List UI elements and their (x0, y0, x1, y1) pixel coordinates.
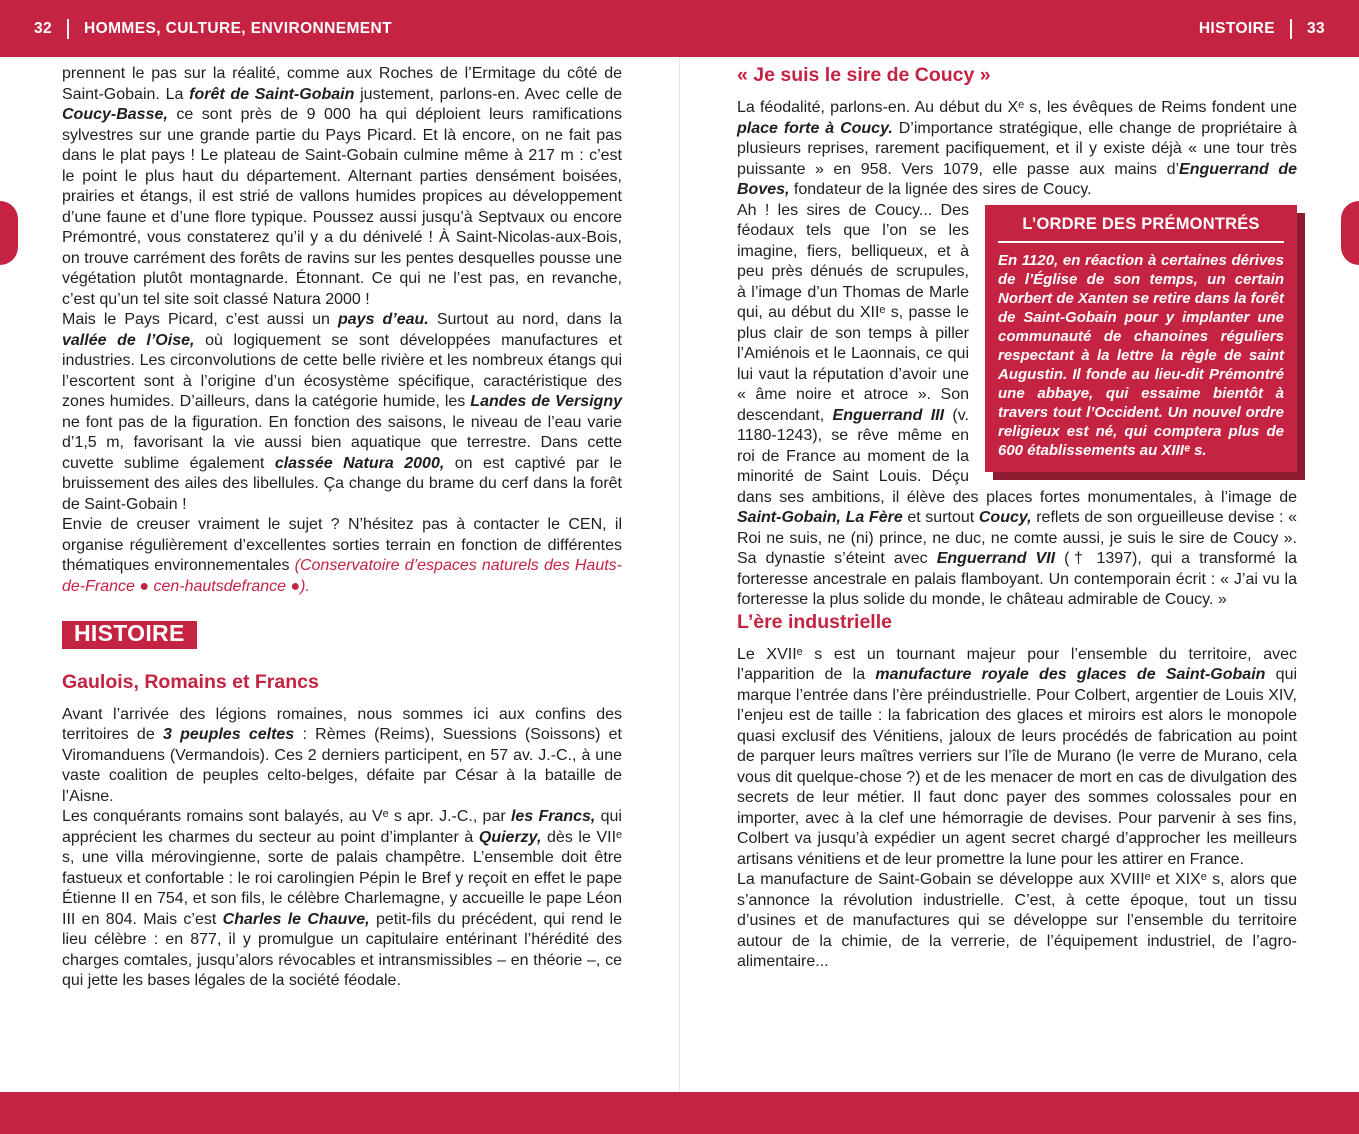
paragraph: Mais le Pays Picard, c’est aussi un pays d’eau. Surtout au nord, dans la vallée de l’Oise, où logiquement se sont développées manufactures et industries. Les circonvolutions de cette belle rivière et les nombreux étangs qui l’escortent sont à l’origine d’un écosystème spécifique, caractéristique des zones humides. D’ailleurs, dans la catégorie humide, les Landes de Versigny ne font pas de la figuration. En fonction des saisons, le niveau de l’eau varie d’1,5 m, favorisant la vie aussi bien aquatique que terrestre. Dans cette cuvette sublime également classée Natura 2000, on est captivé par le bruissement des ailes des libellules. Ça change du brame du cerf dans la forêt de Saint-Gobain ! (62, 311, 623, 513)
paragraph: Ah ! les sires de Coucy... Des féodaux tels que l’on se les imagine, fiers, belliqueux, et à peu près dénués de scrupules, à l’image d’un Thomas de Marle qui, au début du XIIᵉ s, passe le plus clair de son temps à piller l’Amiénois et le Laonnais, ce qui lui vaut la réputation d’avoir une « âme noire et atroce ». Son descendant, Enguerrand III (v. 1180-1243), se rêve même en roi de France au moment de la minorité de Saint Louis. Déçu dans ses ambitions, il élève des places fortes monumentales, à l’image de Saint-Gobain, La Fère et surtout Coucy, reflets de son orgueilleuse devise : « Roi ne suis, ne (ni) prince, ne duc, ne comte aussi, je suis le sire de Coucy ». Sa dynastie s’éteint avec Enguerrand VII († 1397), qui a transformé la forteresse ancestrale en palais flamboyant. Un contemporain écrit : « J’ai vu la forteresse la plus solide du monde, le château admirable de Coucy. » (737, 201, 1298, 608)
right-running-title: HISTOIRE (1198, 19, 1275, 37)
running-head-right (1199, 19, 1325, 39)
contact-text: Envie de creuser vraiment le sujet ? N’hésitez pas à contacter le CEN, il organise régulièrement d’excellentes sorties terrain en fonction de différentes thématiques environnementales (62, 516, 622, 574)
center-gutter-line (679, 57, 680, 1092)
infobox-body: En 1120, en réaction à certaines dérives de l’Église de son temps, un certain Norbert de Xanten se retire dans la forêt de Saint-Gobain pour y implanter une communauté de chanoines réguliers respectant à la lettre la règle de saint Augustin. Il fonde au lieu-dit Prémontré une abbaye, qui essaime bientôt à travers tout l’Occident. Un nouvel ordre religieux est né, qui comptera plus de 600 établissements au XIIIᵉ s. (998, 252, 1284, 459)
paragraph: La manufacture de Saint-Gobain se développe aux XVIIIᵉ et XIXᵉ s, alors que s’annonce la révolution industrielle. C’est, à cette époque, tout un tissu d’usines et de manufactures qui se développe sur l’ensemble du territoire autour de la chimie, de la verrerie, de l’équipement industriel, de l’agro-alimentaire... (737, 871, 1297, 970)
heading-gaulois-romains-francs: Gaulois, Romains et Francs (62, 670, 319, 693)
top-header-bar (0, 0, 1359, 57)
infobox-ordre-des-premontres (985, 205, 1297, 473)
thumb-tab-right (1341, 201, 1359, 265)
paragraph: Le XVIIᵉ s est un tournant majeur pour l’ensemble du territoire, avec l’apparition de la manufacture royale des glaces de Saint-Gobain qui marque l’entrée dans l’ère préindustrielle. Pour Colbert, argentier de Louis XIV, l’enjeu est de taille : la fabrication des glaces et miroirs est alors le monopole quasi exclusif des Vénitiens, jaloux de leurs procédés de fabrication au point de parquer leurs maîtres verriers sur l’île de Murano (le verre de Murano, cela vous dit quelque-chose ?) et de les menacer de mort en cas de divulgation des secrets de leur métier. Il faut donc payer des sommes colossales pour en importer, avec à la clef une hémorragie de devises. Pour parvenir à ses fins, Colbert va jusqu’à expédier un agent secret chargé d’approcher les meilleurs artisans vénitiens et de leur promettre la lune pour les attirer en France. (737, 645, 1298, 868)
paragraph: La féodalité, parlons-en. Au début du Xᵉ s, les évêques de Reims fondent une place forte à Coucy. D’importance stratégique, elle change de propriétaire à plusieurs reprises, rarement pacifiquement, et il y existe déjà « une tour très puissante » en 958. Vers 1079, elle passe aux mains d’Enguerrand de Boves, fondateur de la lignée des sires de Coucy. (737, 99, 1298, 198)
running-head-left (34, 19, 392, 39)
header-divider-icon (1290, 19, 1292, 39)
left-page-number: 32 (34, 19, 53, 37)
contact-note: (Conservatoire d’espaces naturels des Hauts-de-France ● cen-hautsdefrance ●). (62, 557, 622, 595)
heading-sire-de-coucy: « Je suis le sire de Coucy » (737, 64, 991, 86)
paragraph: Les conquérants romains sont balayés, au Vᵉ s apr. J.-C., par les Francs, qui apprécient les charmes du secteur au point d’implanter à Quierzy, dès le VIIᵉ s, une villa mérovingienne, sorte de palais champêtre. L’ensemble doit être fastueux et confortable : le roi carolingien Pépin le Bref y reçoit en effet le pape Étienne II en 754, et son fils, le célèbre Charlemagne, y accueille le pape Léon III en 804. Mais c’est Charles le Chauve, petit-fils du précédent, qui rend le lieu célèbre : en 877, il y promulgue un capitulaire entérinant l’hérédité des charges comtales, jusqu’alors révocables et intransmissibles – en théorie –, ce qui jette les bases légales de la société féodale. (62, 808, 623, 989)
left-page (62, 64, 622, 992)
thumb-tab-left (0, 201, 18, 265)
section-banner-histoire: HISTOIRE (62, 621, 197, 649)
paragraph: prennent le pas sur la réalité, comme aux Roches de l’Ermitage du côté de Saint-Gobain. La forêt de Saint-Gobain justement, parlons-en. Avec celle de Coucy-Basse, ce sont près de 9 000 ha qui déploient leurs ramifications sylvestres sur une grande partie du Pays Picard. Et là encore, on ne fait pas dans le plat pays ! Le plateau de Saint-Gobain culmine même à 217 m : c’est le point le plus haut du département. Alternant parties densément boisées, prairies et étangs, il est strié de vallons humides propices au développement d’une faune et d’une flore typique. Poussez aussi jusqu’à Septvaux ou encore Prémontré, vous constaterez qu’il y a du dénivelé ! À Saint-Nicolas-aux-Bois, on trouve carrément des forêts de ravins sur les pentes desquelles pousse une végétation plutôt montagnarde. Étonnant. Ce qui ne l’est pas, en revanche, c’est qu’un tel site soit classé Natura 2000 ! (62, 65, 623, 308)
paragraph (62, 515, 622, 597)
text-wrap-zone (737, 201, 1297, 611)
header-divider-icon (67, 19, 69, 39)
bottom-footer-bar (0, 1092, 1359, 1134)
heading-ere-industrielle: L’ère industrielle (737, 610, 892, 633)
left-running-title: HOMMES, CULTURE, ENVIRONNEMENT (84, 19, 392, 37)
section-banner-wrap (62, 621, 622, 649)
paragraph: Avant l’arrivée des légions romaines, nous sommes ici aux confins des territoires de 3 peuples celtes : Rèmes (Reims), Suessions (Soissons) et Viromanduens (Vermandois). Ces 2 derniers participent, en 57 av. J.-C., à une vaste coalition de peuples celto-belges, défaite par César à la bataille de l’Aisne. (62, 705, 623, 805)
right-page (737, 64, 1297, 973)
infobox-title: L’ORDRE DES PRÉMONTRÉS (998, 214, 1284, 244)
right-page-number: 33 (1306, 19, 1325, 37)
